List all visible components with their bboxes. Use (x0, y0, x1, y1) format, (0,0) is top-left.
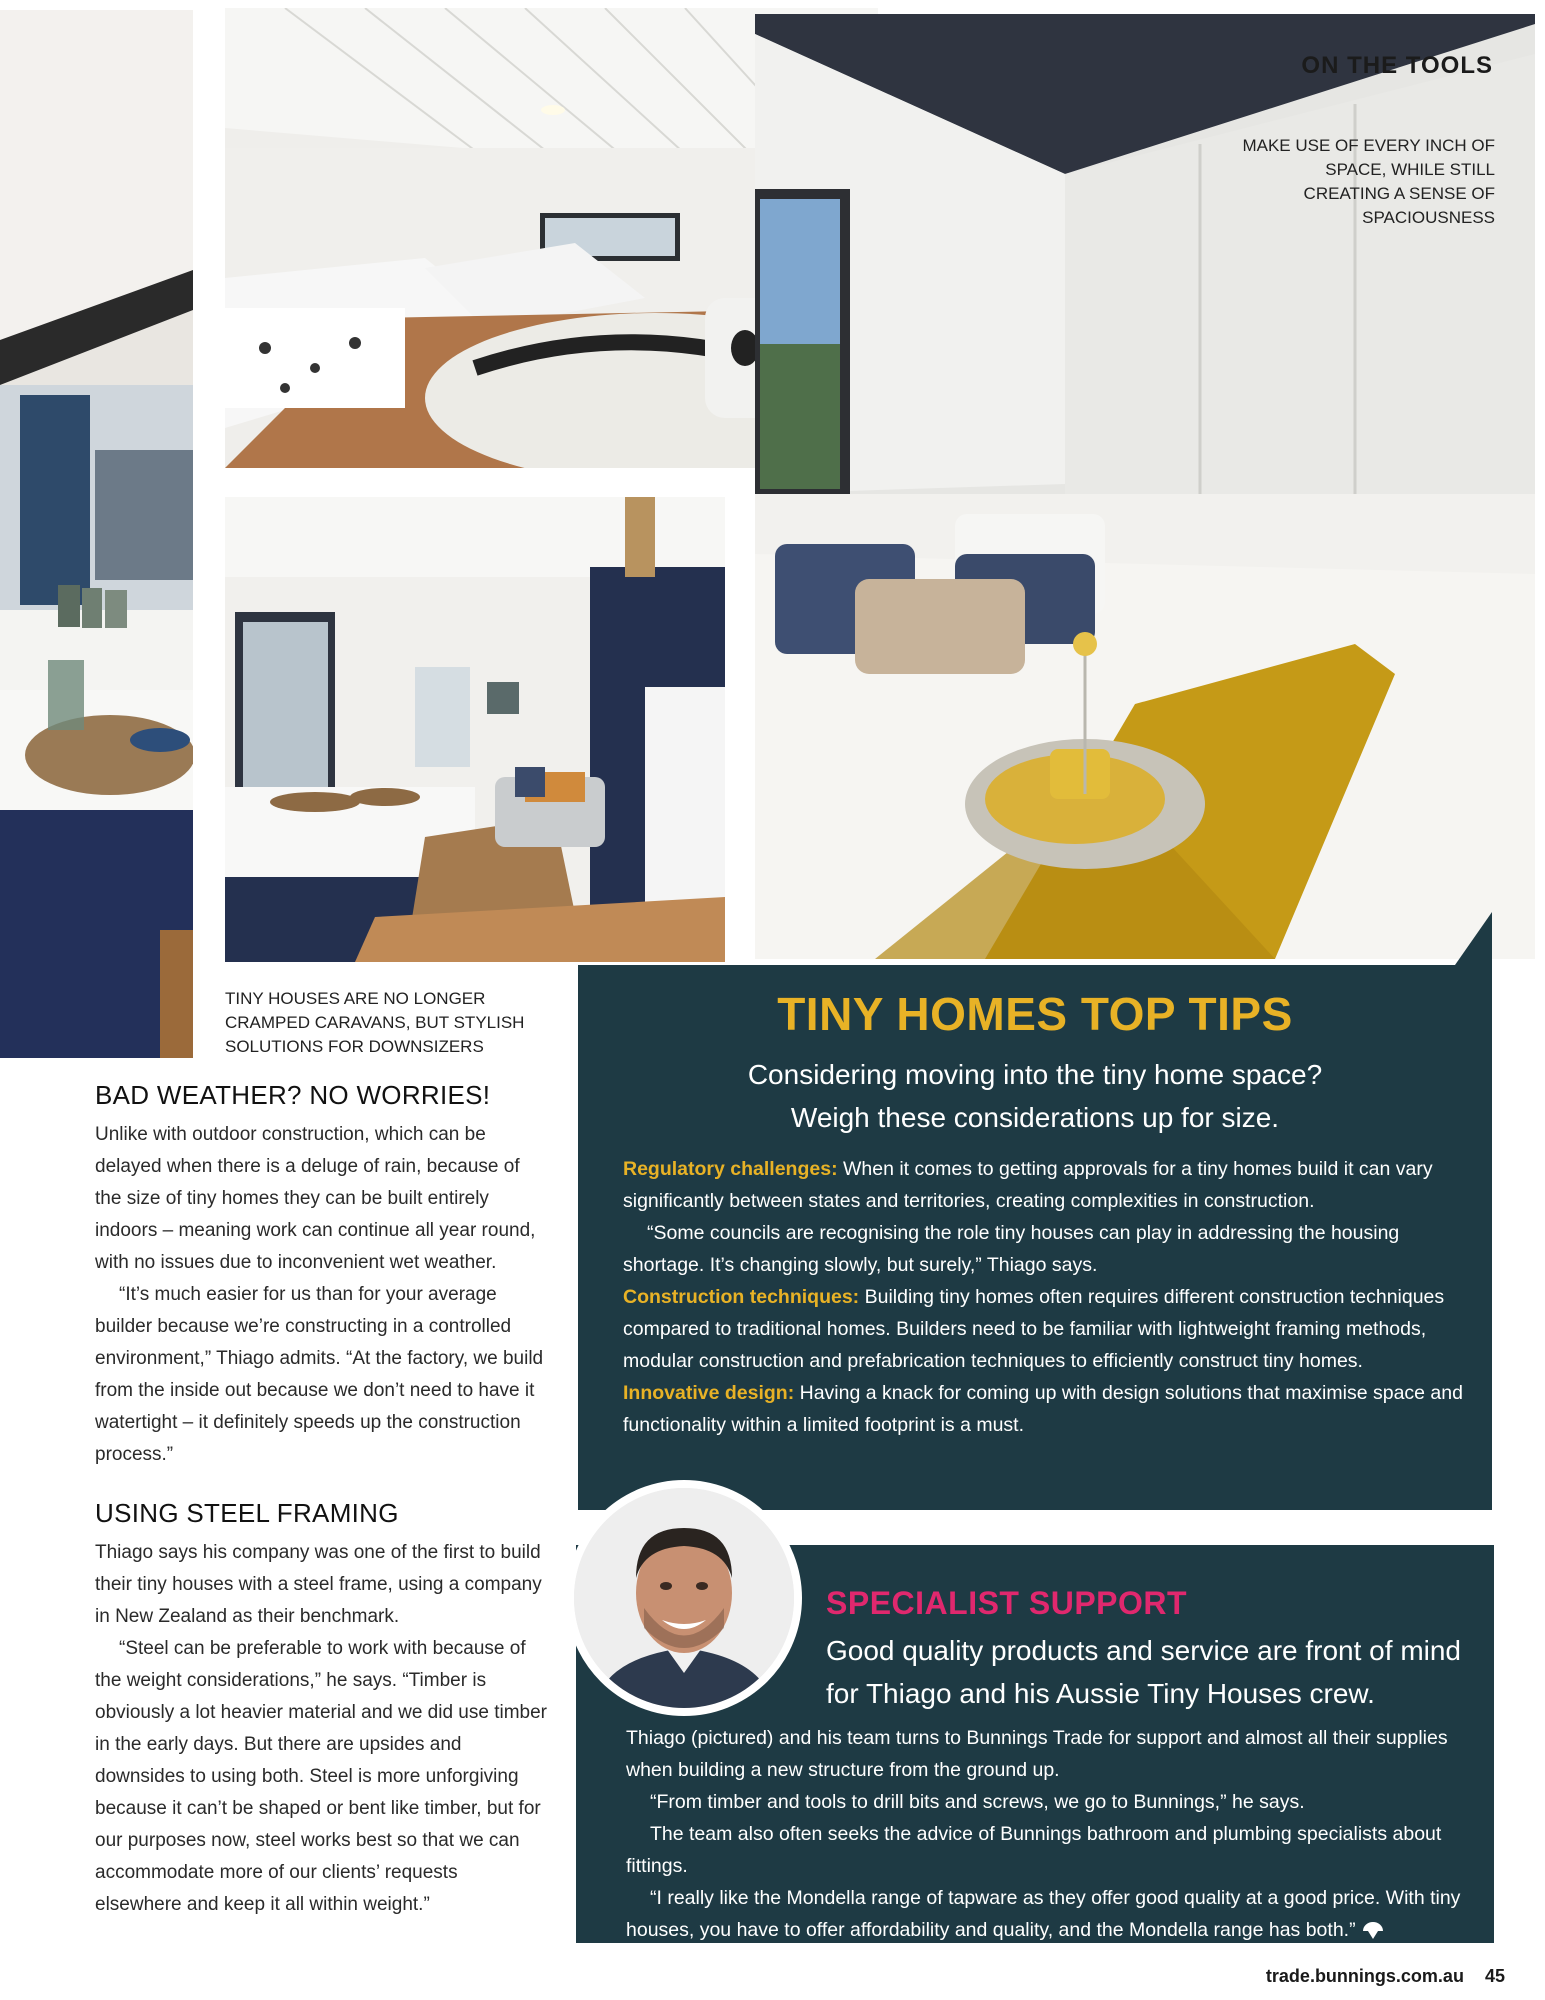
support-paragraph: Thiago (pictured) and his team turns to Bunnings Trade for support and almost all their supplies when building a new structure from the ground up. (626, 1727, 1448, 1781)
tip-item (623, 1382, 1463, 1436)
support-title: SPECIALIST SUPPORT (826, 1585, 1188, 1621)
tip-text: Having a knack for coming up with design solutions that maximise space and functionality within a limited footprint is a must. (623, 1382, 1463, 1436)
page-footer (1266, 1966, 1505, 1987)
tip-label: Construction techniques: (623, 1286, 860, 1308)
tips-panel-notch (1455, 912, 1492, 965)
portrait-photo (566, 1480, 802, 1716)
tips-subtitle-line: Considering moving into the tiny home space? (747, 1059, 1323, 1090)
support-quote: “I really like the Mondella range of tapware as they offer good quality at a good price. With tiny houses, you have to offer affordability and quality, and the Mondella range has both.” (626, 1887, 1461, 1941)
article-paragraph: “It’s much easier for us than for your average builder because we’re constructing in a controlled environment,” Thiago admits. “At the factory, we build from the inside out because we don’t need to have it watertight – it definitely speeds up the construction process.” (95, 1284, 544, 1465)
tips-subtitle-line: Weigh these considerations up for size. (790, 1102, 1280, 1133)
tip-text: When it comes to getting approvals for a tiny homes build it can vary significantly between states and territories, creating complexities in construction. (623, 1158, 1433, 1212)
tip-quote: “Some councils are recognising the role tiny houses can play in addressing the housing shortage. It’s changing slowly, but surely,” Thiago says. (623, 1222, 1400, 1276)
article-section-steel (95, 1498, 547, 1921)
section-heading: USING STEEL FRAMING (95, 1498, 399, 1528)
tip-item (623, 1158, 1433, 1212)
photo-caption-right: MAKE USE OF EVERY INCH OF SPACE, WHILE STILL CREATING A SENSE OF SPACIOUSNESS (1242, 136, 1495, 227)
tip-label: Regulatory challenges: (623, 1158, 838, 1180)
support-subtitle: Good quality products and service are front of mind for Thiago and his Aussie Tiny Houses crew. (826, 1635, 1462, 1709)
tip-text: Building tiny homes often requires different construction techniques compared to traditional homes. Builders need to be familiar with lightweight framing methods, modular construction and prefabrication techniques to efficiently construct tiny homes. (623, 1286, 1445, 1372)
footer-url: trade.bunnings.com.au (1265, 1966, 1464, 1986)
tip-item (623, 1286, 1444, 1372)
tip-label: Innovative design: (623, 1382, 795, 1404)
section-heading: BAD WEATHER? NO WORRIES! (95, 1080, 491, 1110)
tips-body (623, 1153, 1463, 1441)
support-body (626, 1722, 1476, 1946)
tips-title: TINY HOMES TOP TIPS (777, 988, 1293, 1040)
support-paragraph: “From timber and tools to drill bits and screws, we go to Bunnings,” he says. (650, 1791, 1305, 1813)
support-paragraph (626, 1882, 1476, 1946)
tips-panel (578, 965, 1492, 1510)
support-paragraph: The team also often seeks the advice of Bunnings bathroom and plumbing specialists about fittings. (626, 1823, 1442, 1877)
photo-caption-left: TINY HOUSES ARE NO LONGER CRAMPED CARAVANS, BUT STYLISH SOLUTIONS FOR DOWNSIZERS (225, 989, 525, 1056)
article-section-weather (95, 1080, 547, 1471)
article-paragraph: Thiago says his company was one of the first to build their tiny houses with a steel frame, using a company in New Zealand as their benchmark. (95, 1542, 542, 1627)
tips-subtitle (578, 1053, 1492, 1139)
photo-living-room (225, 497, 725, 962)
section-label: ON THE TOOLS (1301, 52, 1493, 79)
article-paragraph: “Steel can be preferable to work with because of the weight considerations,” he says. “Timber is obviously a lot heavier material and we did use timber in the early days. But there are upsides and downsides to using both. Steel is more unforgiving because it can’t be shaped or bent like timber, but for our purposes now, steel works best so that we can accommodate more of our clients’ requests elsewhere and keep it all within weight.” (95, 1638, 548, 1915)
photo-kitchen-left (0, 10, 193, 1058)
page-number: 45 (1484, 1966, 1505, 1986)
end-mark-icon (1362, 1922, 1384, 1940)
article-paragraph: Unlike with outdoor construction, which can be delayed when there is a deluge of rain, because of the size of tiny homes they can be built entirely indoors – meaning work can continue all year round, with no issues due to inconvenient wet weather. (95, 1124, 536, 1273)
